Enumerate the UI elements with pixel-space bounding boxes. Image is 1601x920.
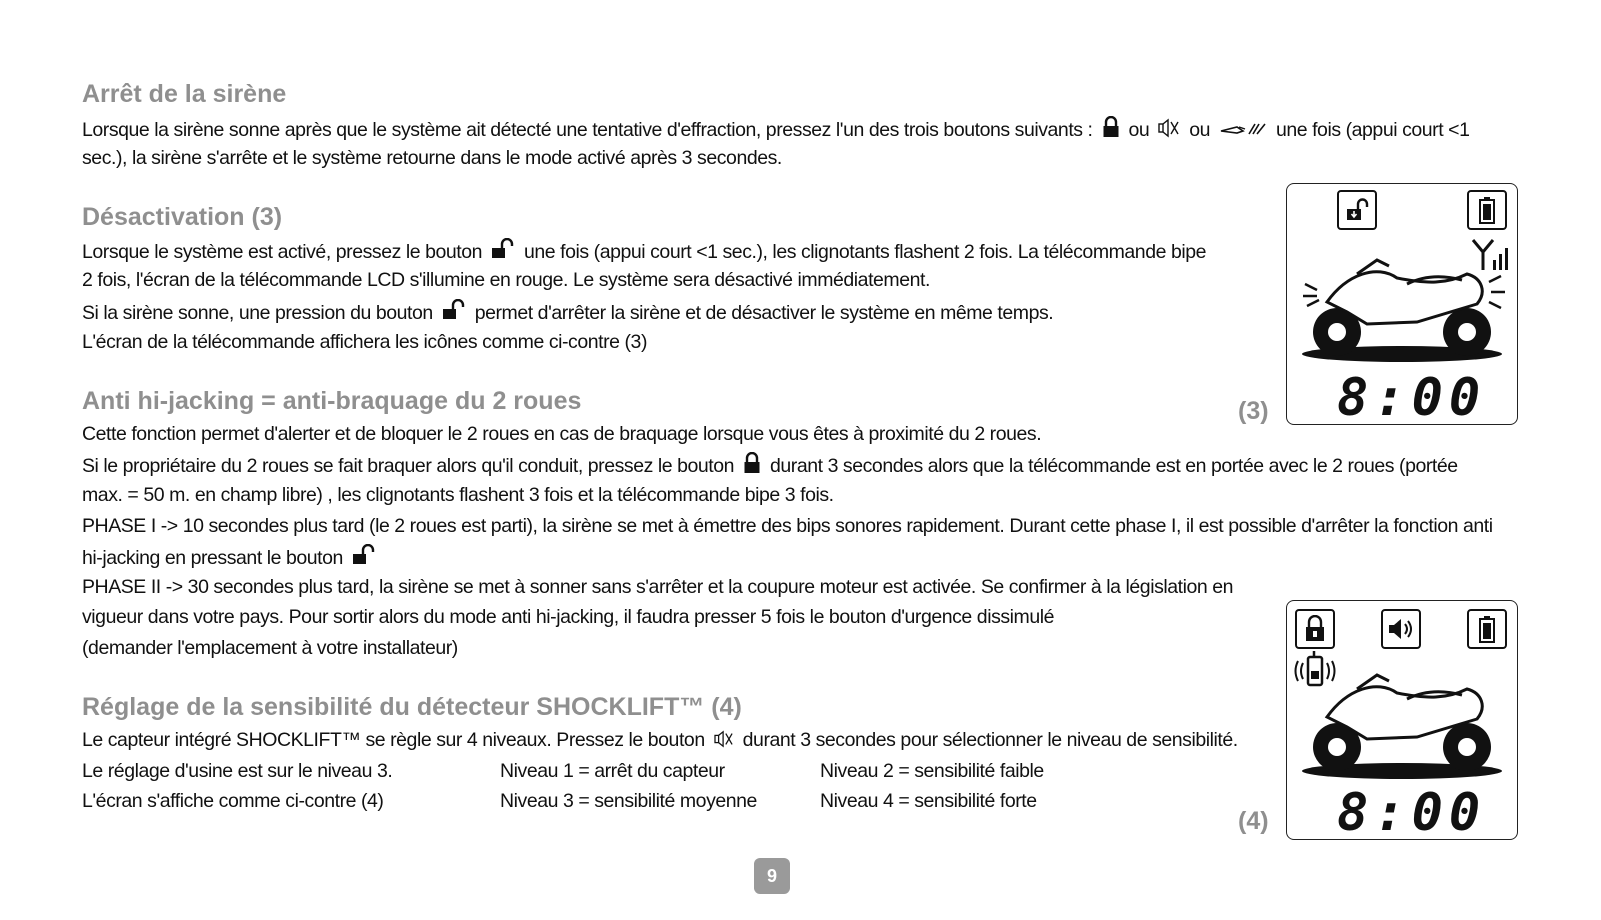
deactivation-text-3b: permet d'arrêter la sirène et de désactiver le système en même temps. <box>474 302 1054 324</box>
motorbike-icon <box>1297 671 1507 786</box>
anti-hijacking-line-8: (demander l'emplacement à votre installateur) <box>82 637 458 659</box>
lcd-4-label: (4) <box>1238 807 1269 835</box>
heading-deactivation: Désactivation (3) <box>82 203 283 231</box>
deactivation-line-3 <box>82 299 1053 325</box>
lock-closed-icon <box>743 452 761 474</box>
sensitivity-level-4: Niveau 4 = sensibilité forte <box>820 790 1037 812</box>
battery-icon <box>1467 190 1507 230</box>
deactivation-line-2: 2 fois, l'écran de la télécommande LCD s'illumine en rouge. Le système sera désactivé immédiatement. <box>82 269 930 291</box>
lock-open-icon <box>491 238 515 260</box>
sensitivity-text-1a: Le capteur intégré SHOCKLIFT™ se règle sur 4 niveaux. Pressez le bouton <box>82 729 705 751</box>
battery-icon <box>1467 609 1507 649</box>
siren-stop-line-1 <box>82 116 1469 142</box>
heading-siren-stop: Arrêt de la sirène <box>82 80 287 108</box>
deactivation-line-1 <box>82 238 1206 264</box>
motorbike-alarm-icon <box>1297 254 1507 369</box>
lock-open-icon <box>1337 190 1377 230</box>
heading-anti-hijacking: Anti hi-jacking = anti-braquage du 2 roues <box>82 387 582 415</box>
anti-hijacking-line-4: PHASE I -> 10 secondes plus tard (le 2 roues est parti), la sirène se met à émettre des bips sonores rapidement. Durant cette phase I, il est possible d'arrêter la fonction anti <box>82 515 1493 537</box>
anti-hijacking-line-6: PHASE II -> 30 secondes plus tard, la sirène se met à sonner sans s'arrêter et la coupure moteur est activée. Se confirmer à la législation en <box>82 576 1234 598</box>
heading-sensitivity: Réglage de la sensibilité du détecteur SHOCKLIFT™ (4) <box>82 693 742 721</box>
deactivation-text-1b: une fois (appui court <1 sec.), les clignotants flashent 2 fois. La télécommande bipe <box>523 241 1207 263</box>
deactivation-text-3a: Si la sirène sonne, une pression du bouton <box>82 302 433 324</box>
deactivation-text-1a: Lorsque le système est activé, pressez le bouton <box>82 241 483 263</box>
anti-hijacking-line-5 <box>82 544 380 570</box>
anti-hijacking-text-5: hi-jacking en pressant le bouton <box>82 547 343 569</box>
page-number-badge: 9 <box>754 858 790 894</box>
anti-hijacking-text-2b: durant 3 secondes alors que la télécommande est en portée avec le 2 roues (portée <box>770 455 1458 477</box>
sensitivity-factory: Le réglage d'usine est sur le niveau 3. <box>82 760 393 782</box>
anti-hijacking-line-3: max. = 50 m. en champ libre) , les clignotants flashent 3 fois et la télécommande bipe 3 fois. <box>82 484 834 506</box>
anti-hijacking-line-7: vigueur dans votre pays. Pour sortir alors du mode anti hi-jacking, il faudra presser 5 fois le bouton d'urgence dissimulé <box>82 606 1055 628</box>
speaker-mute-icon <box>1158 118 1180 138</box>
siren-stop-text-1a: Lorsque la sirène sonne après que le système ait détecté une tentative d'effraction, pressez l'un des trois boutons suivants : <box>82 119 1093 141</box>
sensitivity-level-3: Niveau 3 = sensibilité moyenne <box>500 790 757 812</box>
lock-closed-icon <box>1102 116 1120 138</box>
sensitivity-text-1b: durant 3 secondes pour sélectionner le niveau de sensibilité. <box>742 729 1238 751</box>
lcd-screen-3 <box>1286 183 1518 428</box>
sensitivity-level-2: Niveau 2 = sensibilité faible <box>820 760 1044 782</box>
anti-hijacking-line-2 <box>82 452 1458 478</box>
lock-open-icon <box>442 299 466 321</box>
lock-closed-icon <box>1295 609 1335 649</box>
anti-hijacking-text-2a: Si le propriétaire du 2 roues se fait braquer alors qu'il conduit, pressez le bouton <box>82 455 735 477</box>
motorbike-signal-icon <box>1219 120 1267 138</box>
lock-open-icon <box>352 544 376 566</box>
siren-stop-line-2: sec.), la sirène s'arrête et le système retourne dans le mode activé après 3 secondes. <box>82 147 782 169</box>
lcd-screen-4 <box>1286 600 1518 843</box>
anti-hijacking-line-1: Cette fonction permet d'alerter et de bloquer le 2 roues en cas de braquage lorsque vous êtes à proximité du 2 roues. <box>82 423 1042 445</box>
speaker-icon <box>1381 609 1421 649</box>
lcd-4-time: 8:00 <box>1337 783 1487 843</box>
sensitivity-line-1 <box>82 728 1238 752</box>
speaker-mute-icon <box>714 730 734 748</box>
sensitivity-level-1: Niveau 1 = arrêt du capteur <box>500 760 725 782</box>
siren-stop-text-or-1: ou <box>1128 119 1150 141</box>
siren-stop-text-1d: une fois (appui court <1 <box>1275 119 1470 141</box>
sensitivity-screen: L'écran s'affiche comme ci-contre (4) <box>82 790 384 812</box>
lcd-3-label: (3) <box>1238 397 1269 425</box>
siren-stop-text-or-2: ou <box>1189 119 1210 141</box>
deactivation-line-4: L'écran de la télécommande affichera les icônes comme ci-contre (3) <box>82 331 647 353</box>
lcd-3-time: 8:00 <box>1337 368 1487 428</box>
